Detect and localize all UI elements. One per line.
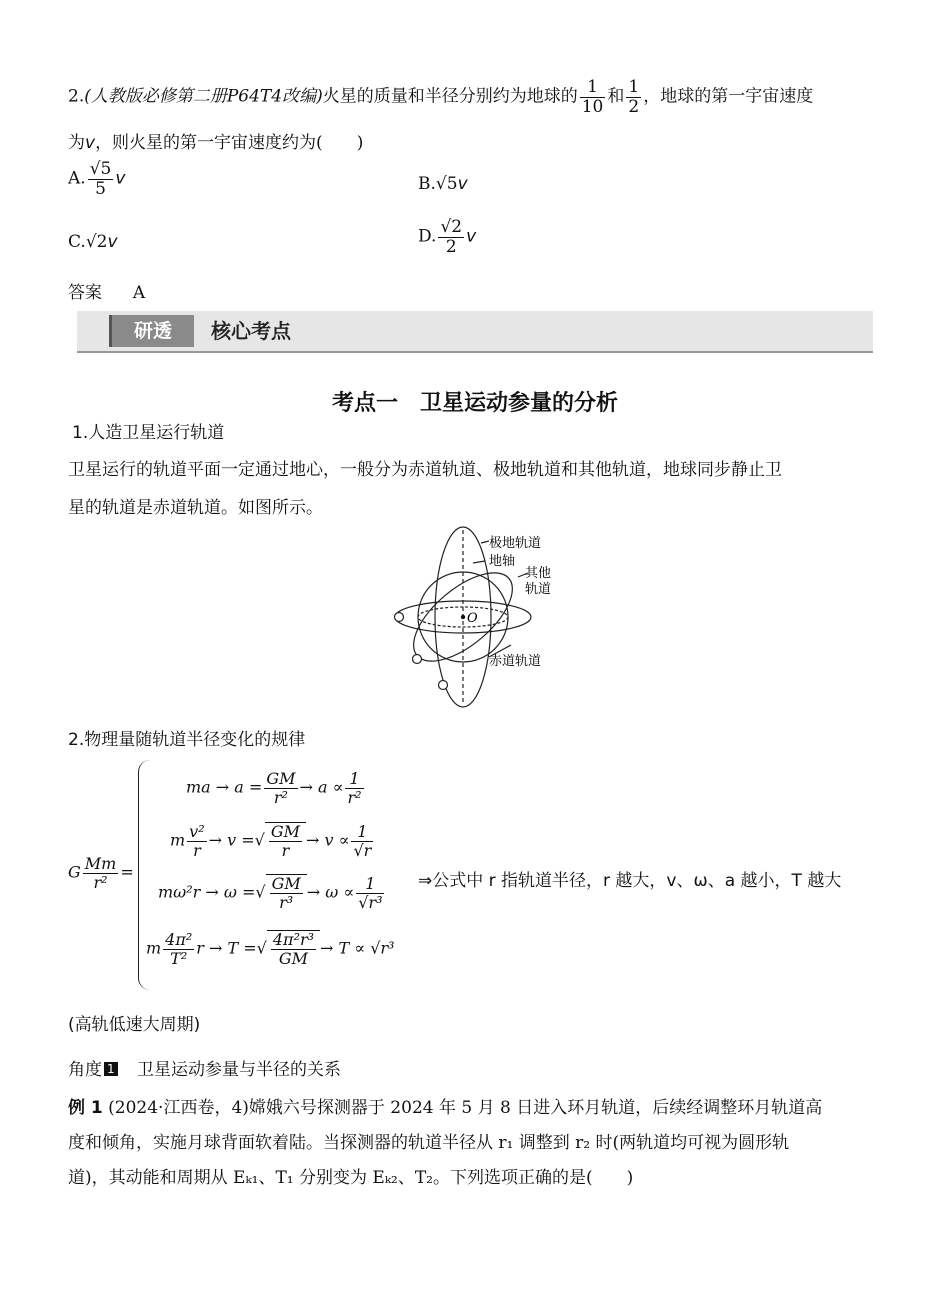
earth-center-dot [461,615,465,619]
section-title: 考点一 卫星运动参量的分析 [331,391,618,416]
paragraph-line-2: 星的轨道是赤道轨道。如图所示。 [68,498,323,518]
question-text: 火星的质量和半径分别约为地球的 [322,86,578,107]
example-label: 例 1 [68,1098,103,1118]
polar-orbit-label: 极地轨道 [489,536,542,551]
angle-title: 卫星运动参量与半径的关系 [137,1060,342,1080]
option-b[interactable]: B.√5v [418,174,468,194]
banner-title: 核心考点 [211,319,291,343]
question-text-d: ，则火星的第一宇宙速度约为( ) [95,133,364,153]
axis-label: 地轴 [489,554,516,569]
example-line-2: 度和倾角，实施月球背面软着陆。当探测器的轨道半径从 r₁ 调整到 r₂ 时(两轨道均可视为圆形轨 [68,1133,790,1153]
gravity-expression: G $\frac{Mm}{\text{r²}}$ = [68,854,134,892]
other-orbit-label-1: 其他 [525,566,552,581]
banner-tag: 研透 [109,315,194,347]
angle-heading [68,1055,341,1080]
axis-leader [473,561,485,563]
example-text-1: (2024·江西卷，4)嫦娥六号探测器于 2024 年 5 月 8 日进入环月轨道，后续经调整环月轨道高 [108,1098,823,1118]
center-label: O [467,611,478,626]
subheading-orbits: 1.人造卫星运行轨道 [72,423,225,443]
fraction-1-2: $\frac{1}{2}$ [628,77,640,117]
question-line-2 [68,128,363,153]
summary-note: (高轨低速大周期) [68,1015,201,1035]
example-line-1 [68,1093,822,1118]
angle-label: 角度 [68,1060,102,1080]
satellite-other [413,655,422,664]
satellite-polar [439,681,448,690]
conj-text: 和 [607,86,625,107]
formula-velocity: m $\frac{\text{v²}}{r}$ → v =√ $\frac{GM}{r}$ → v ∝ $\frac{1}{√r}$ [170,822,372,860]
option-a[interactable]: A. $\frac{√5}{5}$ v [68,159,126,199]
paragraph-line-1: 卫星运行的轨道平面一定通过地心，一般分为赤道轨道、极地轨道和其他轨道，地球同步静止卫 [68,460,782,480]
question-line-1 [68,78,813,116]
formula-period: m $\frac{\text{4π²}}{\text{T²}}$ r → T =√ $\frac{\text{4π²r³}}{GM}$ → T ∝ √r³ [146,930,395,968]
fraction-1-10: $\frac{1}{10}$ [581,77,604,117]
orbit-diagram [385,525,565,715]
example-line-3: 道)，其动能和周期从 Eₖ₁、T₁ 分别变为 Eₖ₂、T₂。下列选项正确的是( ) [68,1168,634,1188]
question-text-b: ，地球的第一宇宙速度 [643,86,814,107]
answer-label: 答案 [68,283,102,303]
subheading-rules: 2.物理量随轨道半径变化的规律 [68,730,306,750]
option-d[interactable]: D. $\frac{√2}{2}$ v [418,217,477,257]
formula-acceleration: ma → a = $\frac{GM}{\text{r²}}$ → a ∝ $\frac{1}{\text{r²}}$ [186,769,362,807]
question-source: (人教版必修第二册P64T4改编) [84,86,323,107]
satellite-equatorial [395,613,404,622]
section-banner [77,311,873,353]
velocity-symbol: v [85,133,96,153]
formula-angular: mω²r → ω =√ $\frac{GM}{\text{r³}}$ → ω ∝ $\frac{1}{\text{√r³}}$ [158,874,383,912]
angle-number-badge: 1 [104,1062,118,1076]
equator-orbit-label: 赤道轨道 [489,654,542,669]
answer-value: A [132,283,146,303]
polar-leader [481,541,489,543]
answer-row [68,278,145,303]
option-c[interactable]: C.√2v [68,232,118,252]
question-text-c: 为 [68,133,85,153]
other-orbit-label-2: 轨道 [525,582,552,597]
formula-conclusion: ⇒公式中 r 指轨道半径，r 越大，v、ω、a 越小，T 越大 [418,871,842,891]
question-number: 2. [68,86,85,107]
